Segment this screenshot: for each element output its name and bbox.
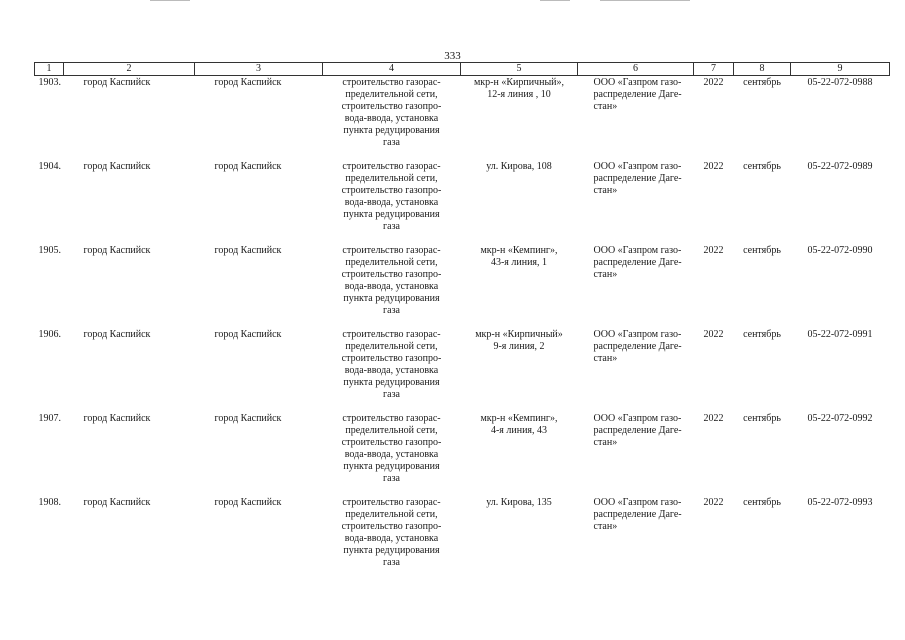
- organization-cell: ООО «Газпром газо- распределение Даге- стан»: [593, 161, 682, 196]
- column-number-row: [35, 63, 890, 76]
- column-header: 4: [323, 63, 461, 76]
- column-header: 9: [791, 63, 890, 76]
- organization-cell: ООО «Газпром газо- распределение Даге- стан»: [593, 413, 682, 448]
- work-description-cell: строительство газорас- пределительной сети, строительство газопро- вода-ввода, установка пункта редуцирования газа: [341, 245, 442, 316]
- settlement-cell: город Каспийск: [214, 77, 282, 88]
- district-cell: город Каспийск: [83, 245, 151, 256]
- year-cell: 2022: [703, 161, 724, 172]
- year-cell: 2022: [703, 497, 724, 508]
- settlement-cell: город Каспийск: [214, 329, 282, 340]
- address-cell: мкр-н «Кирпичный» 9-я линия, 2: [475, 329, 563, 352]
- registry-code-cell: 05-22-072-0992: [807, 413, 873, 424]
- table-row: [35, 244, 890, 328]
- column-header: 1: [35, 63, 64, 76]
- settlement-cell: город Каспийск: [214, 413, 282, 424]
- month-cell: сентябрь: [743, 329, 781, 340]
- address-cell: мкр-н «Кемпинг», 43-я линия, 1: [480, 245, 558, 268]
- address-cell: ул. Кирова, 135: [486, 497, 552, 508]
- district-cell: город Каспийск: [83, 497, 151, 508]
- work-description-cell: строительство газорас- пределительной сети, строительство газопро- вода-ввода, установка пункта редуцирования газа: [341, 413, 442, 484]
- district-cell: город Каспийск: [83, 161, 151, 172]
- registry-code-cell: 05-22-072-0988: [807, 77, 873, 88]
- table-body: [35, 76, 890, 581]
- settlement-cell: город Каспийск: [214, 497, 282, 508]
- table-row: [35, 328, 890, 412]
- column-header: 3: [195, 63, 323, 76]
- district-cell: город Каспийск: [83, 329, 151, 340]
- organization-cell: ООО «Газпром газо- распределение Даге- стан»: [593, 77, 682, 112]
- year-cell: 2022: [703, 329, 724, 340]
- scan-mark: [540, 0, 570, 1]
- registry-code-cell: 05-22-072-0993: [807, 497, 873, 508]
- organization-cell: ООО «Газпром газо- распределение Даге- стан»: [593, 329, 682, 364]
- table-row: [35, 76, 890, 161]
- registry-code-cell: 05-22-072-0991: [807, 329, 873, 340]
- table-row: [35, 160, 890, 244]
- work-description-cell: строительство газорас- пределительной сети, строительство газопро- вода-ввода, установка пункта редуцирования газа: [341, 329, 442, 400]
- work-description-cell: строительство газорас- пределительной сети, строительство газопро- вода-ввода, установка пункта редуцирования газа: [341, 497, 442, 568]
- month-cell: сентябрь: [743, 497, 781, 508]
- table-row: [35, 412, 890, 496]
- address-cell: мкр-н «Кирпичный», 12-я линия , 10: [473, 77, 565, 100]
- register-table: [34, 62, 890, 580]
- month-cell: сентябрь: [743, 77, 781, 88]
- work-description-cell: строительство газорас- пределительной сети, строительство газопро- вода-ввода, установка пункта редуцирования газа: [341, 77, 442, 148]
- organization-cell: ООО «Газпром газо- распределение Даге- стан»: [593, 245, 682, 280]
- scan-mark: [150, 0, 190, 1]
- column-header: 5: [461, 63, 578, 76]
- month-cell: сентябрь: [743, 161, 781, 172]
- work-description-cell: строительство газорас- пределительной сети, строительство газопро- вода-ввода, установка пункта редуцирования газа: [341, 161, 442, 232]
- organization-cell: ООО «Газпром газо- распределение Даге- стан»: [593, 497, 682, 532]
- column-header: 7: [694, 63, 734, 76]
- table-row: [35, 496, 890, 580]
- month-cell: сентябрь: [743, 413, 781, 424]
- column-header: 6: [578, 63, 694, 76]
- row-number: 1903.: [38, 77, 61, 88]
- address-cell: мкр-н «Кемпинг», 4-я линия, 43: [480, 413, 558, 436]
- column-header: 8: [734, 63, 791, 76]
- row-number: 1905.: [38, 245, 61, 256]
- scan-mark: [600, 0, 690, 1]
- registry-code-cell: 05-22-072-0990: [807, 245, 873, 256]
- district-cell: город Каспийск: [83, 77, 151, 88]
- row-number: 1908.: [38, 497, 61, 508]
- page-number: 333: [444, 50, 461, 62]
- year-cell: 2022: [703, 413, 724, 424]
- year-cell: 2022: [703, 77, 724, 88]
- year-cell: 2022: [703, 245, 724, 256]
- district-cell: город Каспийск: [83, 413, 151, 424]
- registry-code-cell: 05-22-072-0989: [807, 161, 873, 172]
- row-number: 1906.: [38, 329, 61, 340]
- address-cell: ул. Кирова, 108: [486, 161, 552, 172]
- settlement-cell: город Каспийск: [214, 245, 282, 256]
- row-number: 1904.: [38, 161, 61, 172]
- settlement-cell: город Каспийск: [214, 161, 282, 172]
- row-number: 1907.: [38, 413, 61, 424]
- column-header: 2: [64, 63, 195, 76]
- month-cell: сентябрь: [743, 245, 781, 256]
